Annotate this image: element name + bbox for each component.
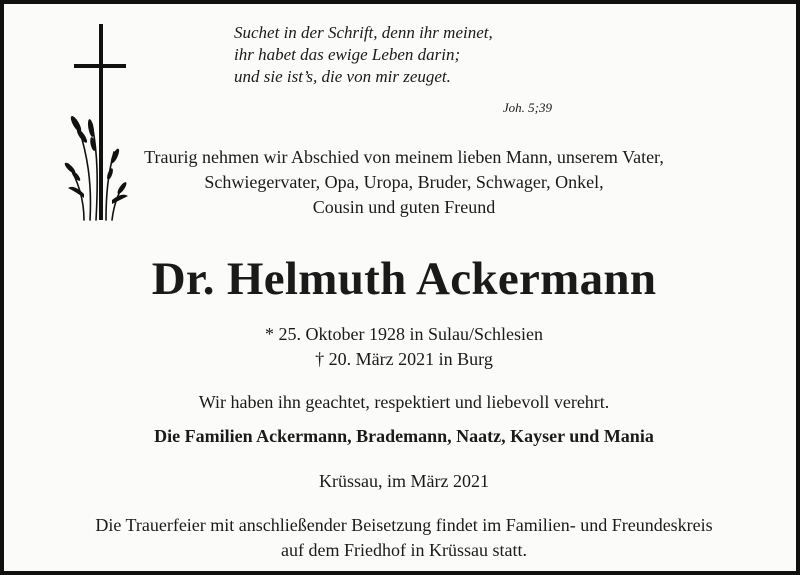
- quote-line: ihr habet das ewige Leben darin;: [234, 45, 461, 64]
- quote-reference: Joh. 5;39: [502, 100, 552, 115]
- quote-line: und sie ist’s, die von mir zeuget.: [234, 67, 451, 86]
- deceased-name: Dr. Helmuth Ackermann: [151, 253, 657, 305]
- intro-text: [44, 145, 764, 220]
- funeral-line: Die Trauerfeier mit anschließender Beisetzung findet im Familien- und Freundeskreis: [95, 515, 713, 535]
- bible-quote: [234, 22, 614, 88]
- intro-line: Schwiegervater, Opa, Uropa, Bruder, Schwager, Onkel,: [204, 172, 604, 192]
- funeral-info: [44, 513, 764, 563]
- death-date: † 20. März 2021 in Burg: [315, 349, 493, 369]
- intro-line: Traurig nehmen wir Abschied von meinem lieben Mann, unserem Vater,: [144, 147, 664, 167]
- tribute-text: Wir haben ihn geachtet, respektiert und liebevoll verehrt.: [198, 392, 610, 412]
- life-dates: [44, 322, 764, 372]
- intro-line: Cousin und guten Freund: [312, 197, 496, 217]
- birth-date: * 25. Oktober 1928 in Sulau/Schlesien: [265, 324, 543, 344]
- families-signature: Die Familien Ackermann, Brademann, Naatz, Kayser und Mania: [154, 426, 654, 446]
- place-and-date: Krüssau, im März 2021: [319, 471, 489, 491]
- quote-line: Suchet in der Schrift, denn ihr meinet,: [234, 23, 493, 42]
- funeral-line: auf dem Friedhof in Krüssau statt.: [281, 540, 527, 560]
